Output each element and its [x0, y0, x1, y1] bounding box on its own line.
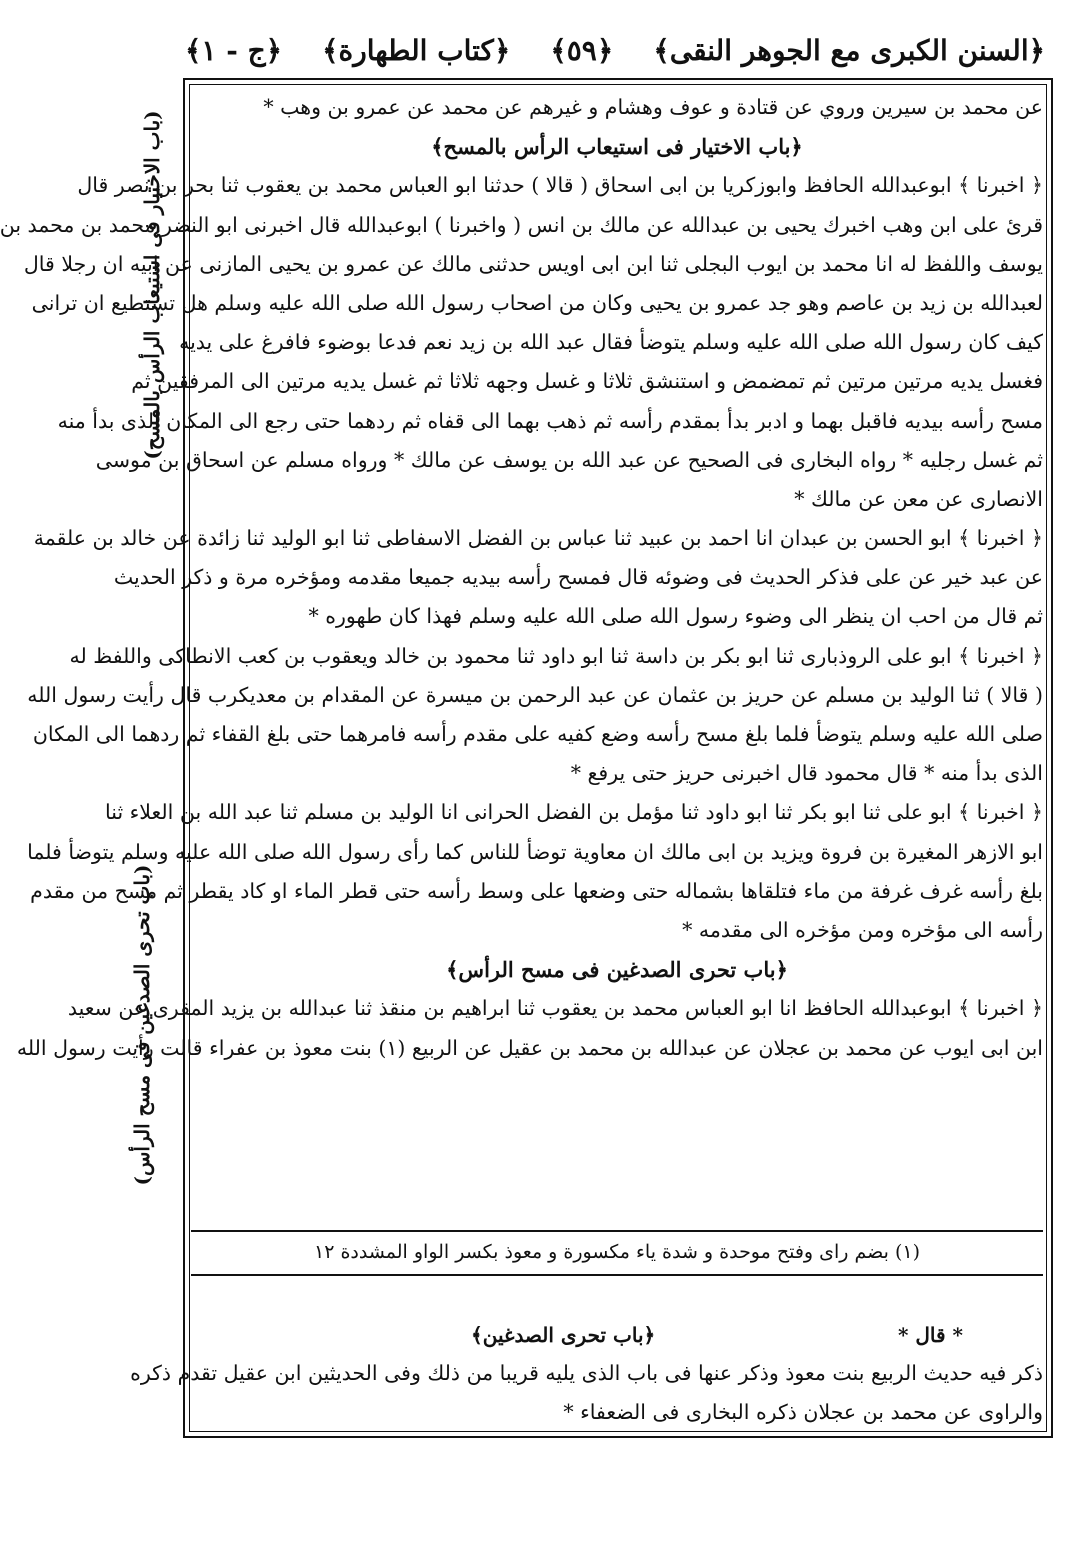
- footnote-rule: [191, 1230, 1043, 1232]
- text-line: صلى الله عليه وسلم يتوضأ فلما بلغ مسح رأسه وضع كفيه على مقدم رأسه فامرهما حتى بلغ القفاء ثم ردهما الى المكان: [32, 722, 1043, 746]
- text-line: كيف كان رسول الله صلى الله عليه وسلم يتوضأ فقال عبد الله بن زيد نعم فدعا بوضوء فافرغ على يديه: [179, 330, 1043, 355]
- running-header: [185, 28, 1045, 72]
- text-line: ثم قال من احب ان ينظر الى وضوء رسول الله صلى الله عليه وسلم فهذا كان طهوره *: [308, 604, 1043, 629]
- margin-gloss-1: (باب الاختيار فى استيعاب الرأس بالمسح): [140, 110, 164, 460]
- text-line: ( قالا ) ثنا الوليد بن مسلم عن حريز بن عثمان عن عبد الرحمن بن ميسرة عن المقدام بن معديكرب قال رأيت رسول الله: [27, 682, 1043, 707]
- header-page-number: ﴿٥٩﴾: [550, 33, 614, 67]
- main-text: [0, 88, 1043, 1068]
- text-line: ﴿ اخبرنا ﴾ ابوعبدالله الحافظ انا ابو العباس محمد بن يعقوب ثنا ابراهيم بن منقذ ثنا عبدالله بن يزيد المقرى عن سعيد: [67, 996, 1043, 1021]
- text-line: عن عبد خير عن على فذكر الحديث فى وضوئه قال فمسح رأسه بيديه جميعا مقدمه ومؤخره مرة و ذكر الحديث: [113, 565, 1043, 590]
- text-line: ثم غسل رجليه * رواه البخارى فى الصحيح عن عبد الله بن يوسف عن مالك * ورواه مسلم عن اسحاق بن موسى: [95, 447, 1043, 472]
- commentary: [130, 1316, 1043, 1432]
- commentary-rule: [191, 1274, 1043, 1276]
- commentary-qala: * قال *: [897, 1323, 963, 1347]
- text-line: الذى بدأ منه * قال محمود قال اخبرنى حريز حتى يرفع *: [570, 761, 1043, 786]
- margin-gloss-2: (باب تحرى الصدغين فى مسح الرأس): [130, 864, 154, 1186]
- text-line: ابن ابى ايوب عن محمد بن عجلان عن عبدالله بن محمد بن عقيل عن الربيع (١) بنت معوذ بن عفراء قالت رأيت رسول الله: [16, 1035, 1043, 1060]
- header-title: ﴿السنن الكبرى مع الجوهر النقى﴾: [653, 33, 1045, 67]
- text-line: قرئ على ابن وهب اخبرك يحيى بن عبدالله عن مالك بن انس ( واخبرنا ) ابوعبدالله قال اخبرنى ابو النضر محمد بن محمد بن: [0, 212, 1043, 237]
- chapter-heading: ﴿باب تحرى الصدغين فى مسح الرأس﴾: [446, 957, 788, 983]
- text-line: الانصارى عن معن عن مالك *: [794, 486, 1043, 511]
- text-line: ﴿ اخبرنا ﴾ ابو على ثنا ابو بكر ثنا ابو داود ثنا مؤمل بن الفضل الحرانى انا الوليد بن مسلم ثنا عبد الله بن العلاء ثنا: [105, 800, 1043, 825]
- commentary-heading: [191, 1316, 1043, 1354]
- text-line: فغسل يديه مرتين مرتين ثم تمضمض و استنشق ثلاثا و غسل وجهه ثلاثا ثم غسل يديه مرتين الى المرفقين ثم: [131, 369, 1043, 394]
- header-book: ﴿كتاب الطهارة﴾: [322, 33, 511, 67]
- commentary-line: ذكر فيه حديث الربيع بنت معوذ وذكر عنها فى باب الذى يليه قريبا من ذلك وفى الحديثين ابن عقيل تقدم ذكره: [130, 1361, 1043, 1385]
- chapter-heading: ﴿باب الاختيار فى استيعاب الرأس بالمسح﴾: [431, 134, 803, 160]
- commentary-chapter: ﴿باب تحرى الصدغين﴾: [471, 1323, 656, 1347]
- text-line: يوسف واللفظ له انا محمد بن ايوب البجلى ثنا ابن ابى اويس حدثنى مالك عن عمرو بن يحيى المازنى عن ابيه ان رجلا قال: [23, 251, 1043, 276]
- text-line: رأسه الى مؤخره ومن مؤخره الى مقدمه *: [682, 917, 1043, 942]
- text-line: ﴿ اخبرنا ﴾ ابوعبدالله الحافظ وابوزكريا بن ابى اسحاق ( قالا ) حدثنا ابو العباس محمد بن يعقوب ثنا بحر بن نصر قال: [77, 173, 1043, 198]
- text-line: لعبدالله بن زيد بن عاصم وهو جد عمرو بن يحيى وكان من اصحاب رسول الله صلى الله عليه وسلم هل تستطيع ان ترانى: [31, 290, 1043, 315]
- commentary-line: والراوى عن محمد بن عجلان ذكره البخارى فى الضعفاء *: [563, 1400, 1043, 1425]
- text-line: مسح رأسه بيديه فاقبل بهما و ادبر بدأ بمقدم رأسه ثم ذهب بهما الى قفاه ثم ردهما حتى رجع الى المكان الذى بدأ منه: [57, 408, 1043, 433]
- footnote: (١) بضم راى وفتح موحدة و شدة ياء مكسورة و معوذ بكسر الواو المشددة ١٢: [313, 1241, 921, 1263]
- text-line: عن محمد بن سيرين وروي عن قتادة و عوف وهشام و غيرهم عن محمد عن عمرو بن وهب *: [263, 95, 1043, 119]
- text-line: ﴿ اخبرنا ﴾ ابو على الروذبارى ثنا ابو بكر بن داسة ثنا ابو داود ثنا محمود بن خالد ويعقوب بن كعب الانطاكى واللفظ له: [69, 643, 1043, 668]
- header-volume: ﴿ج - ١﴾: [185, 33, 283, 67]
- text-line: ابو الازهر المغيرة بن فروة ويزيد بن ابى مالك ان معاوية توضأ للناس كما رأى رسول الله صلى الله عليه وسلم يتوضأ فلما: [27, 839, 1043, 864]
- text-line: ﴿ اخبرنا ﴾ ابو الحسن بن عبدان انا احمد بن عبيد ثنا عباس بن الفضل الاسفاطى ثنا ابو الوليد ثنا زائدة عن خالد بن علقمة: [33, 526, 1043, 551]
- text-line: بلغ رأسه غرف غرفة من ماء فتلقاها بشماله حتى وضعها على وسط رأسه حتى قطر الماء او كاد يقطر ثم مسح من مقدم: [30, 878, 1043, 903]
